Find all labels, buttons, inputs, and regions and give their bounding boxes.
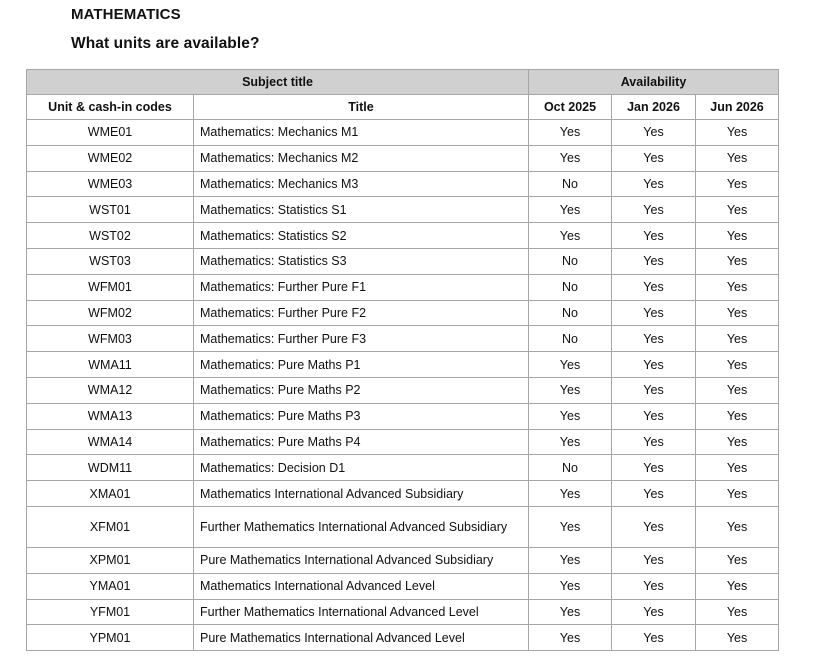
jan-2026-availability-cell: Yes: [612, 145, 696, 171]
jun-2026-availability-cell: Yes: [696, 481, 779, 507]
jan-2026-availability-cell: Yes: [612, 326, 696, 352]
oct-2025-availability-cell: Yes: [529, 223, 612, 249]
unit-title-cell: Mathematics International Advanced Level: [194, 573, 529, 599]
jun-2026-availability-cell: Yes: [696, 455, 779, 481]
unit-title-cell: Mathematics: Mechanics M3: [194, 171, 529, 197]
jun-2026-availability-cell: Yes: [696, 326, 779, 352]
unit-title-cell: Mathematics: Mechanics M1: [194, 120, 529, 146]
oct-2025-availability-cell: Yes: [529, 197, 612, 223]
session3-column-header: Jun 2026: [696, 95, 779, 120]
oct-2025-availability-cell: Yes: [529, 352, 612, 378]
jun-2026-availability-cell: Yes: [696, 599, 779, 625]
unit-title-cell: Mathematics: Statistics S1: [194, 197, 529, 223]
table-row: [27, 248, 779, 274]
unit-title-cell: Mathematics: Pure Maths P3: [194, 403, 529, 429]
jan-2026-availability-cell: Yes: [612, 300, 696, 326]
units-question-heading: What units are available?: [71, 35, 260, 52]
unit-title-cell: Mathematics: Statistics S3: [194, 248, 529, 274]
table-row: [27, 547, 779, 573]
table-row: [27, 377, 779, 403]
jun-2026-availability-cell: Yes: [696, 248, 779, 274]
oct-2025-availability-cell: Yes: [529, 429, 612, 455]
oct-2025-availability-cell: Yes: [529, 120, 612, 146]
jun-2026-availability-cell: Yes: [696, 145, 779, 171]
oct-2025-availability-cell: No: [529, 171, 612, 197]
table-row: [27, 506, 779, 547]
unit-code-cell: WST01: [27, 197, 194, 223]
jan-2026-availability-cell: Yes: [612, 171, 696, 197]
jan-2026-availability-cell: Yes: [612, 481, 696, 507]
oct-2025-availability-cell: No: [529, 248, 612, 274]
jan-2026-availability-cell: Yes: [612, 455, 696, 481]
jan-2026-availability-cell: Yes: [612, 625, 696, 651]
unit-title-cell: Mathematics: Pure Maths P1: [194, 352, 529, 378]
jan-2026-availability-cell: Yes: [612, 274, 696, 300]
jan-2026-availability-cell: Yes: [612, 599, 696, 625]
jan-2026-availability-cell: Yes: [612, 547, 696, 573]
jun-2026-availability-cell: Yes: [696, 573, 779, 599]
unit-code-cell: YMA01: [27, 573, 194, 599]
table-row: [27, 625, 779, 651]
table-row: [27, 455, 779, 481]
table-row: [27, 300, 779, 326]
unit-title-cell: Mathematics: Further Pure F2: [194, 300, 529, 326]
unit-title-cell: Mathematics: Pure Maths P4: [194, 429, 529, 455]
jan-2026-availability-cell: Yes: [612, 429, 696, 455]
table-row: [27, 223, 779, 249]
unit-code-cell: XMA01: [27, 481, 194, 507]
table-row: [27, 145, 779, 171]
oct-2025-availability-cell: Yes: [529, 506, 612, 547]
jun-2026-availability-cell: Yes: [696, 547, 779, 573]
unit-code-cell: WME01: [27, 120, 194, 146]
jun-2026-availability-cell: Yes: [696, 300, 779, 326]
unit-code-cell: WFM03: [27, 326, 194, 352]
unit-title-cell: Mathematics: Decision D1: [194, 455, 529, 481]
session2-column-header: Jan 2026: [612, 95, 696, 120]
jun-2026-availability-cell: Yes: [696, 429, 779, 455]
unit-title-cell: Mathematics: Further Pure F3: [194, 326, 529, 352]
oct-2025-availability-cell: Yes: [529, 403, 612, 429]
oct-2025-availability-cell: Yes: [529, 573, 612, 599]
table-row: [27, 481, 779, 507]
jun-2026-availability-cell: Yes: [696, 377, 779, 403]
unit-code-cell: WFM01: [27, 274, 194, 300]
unit-code-cell: WFM02: [27, 300, 194, 326]
jan-2026-availability-cell: Yes: [612, 506, 696, 547]
oct-2025-availability-cell: Yes: [529, 377, 612, 403]
oct-2025-availability-cell: Yes: [529, 481, 612, 507]
code-column-header: Unit & cash-in codes: [27, 95, 194, 120]
column-header-row: [27, 95, 779, 120]
jun-2026-availability-cell: Yes: [696, 274, 779, 300]
jan-2026-availability-cell: Yes: [612, 248, 696, 274]
jun-2026-availability-cell: Yes: [696, 120, 779, 146]
unit-code-cell: YFM01: [27, 599, 194, 625]
unit-code-cell: WST03: [27, 248, 194, 274]
subject-title-group-header: Subject title: [27, 70, 529, 95]
availability-group-header: Availability: [529, 70, 779, 95]
unit-code-cell: WST02: [27, 223, 194, 249]
oct-2025-availability-cell: No: [529, 300, 612, 326]
unit-code-cell: WME02: [27, 145, 194, 171]
jun-2026-availability-cell: Yes: [696, 223, 779, 249]
unit-title-cell: Mathematics: Pure Maths P2: [194, 377, 529, 403]
jan-2026-availability-cell: Yes: [612, 403, 696, 429]
oct-2025-availability-cell: No: [529, 455, 612, 481]
jun-2026-availability-cell: Yes: [696, 197, 779, 223]
unit-code-cell: WME03: [27, 171, 194, 197]
jun-2026-availability-cell: Yes: [696, 625, 779, 651]
subject-heading: MATHEMATICS: [71, 6, 181, 23]
jan-2026-availability-cell: Yes: [612, 573, 696, 599]
unit-title-cell: Pure Mathematics International Advanced Subsidiary: [194, 547, 529, 573]
unit-title-cell: Further Mathematics International Advanced Level: [194, 599, 529, 625]
jan-2026-availability-cell: Yes: [612, 197, 696, 223]
unit-code-cell: YPM01: [27, 625, 194, 651]
table-row: [27, 429, 779, 455]
title-column-header: Title: [194, 95, 529, 120]
unit-code-cell: WMA11: [27, 352, 194, 378]
jan-2026-availability-cell: Yes: [612, 352, 696, 378]
table-row: [27, 403, 779, 429]
unit-code-cell: XPM01: [27, 547, 194, 573]
unit-title-cell: Pure Mathematics International Advanced Level: [194, 625, 529, 651]
unit-code-cell: XFM01: [27, 506, 194, 547]
jan-2026-availability-cell: Yes: [612, 223, 696, 249]
oct-2025-availability-cell: Yes: [529, 599, 612, 625]
table-row: [27, 274, 779, 300]
jun-2026-availability-cell: Yes: [696, 352, 779, 378]
unit-title-cell: Mathematics: Statistics S2: [194, 223, 529, 249]
oct-2025-availability-cell: Yes: [529, 145, 612, 171]
table-row: [27, 326, 779, 352]
units-availability-table: [26, 69, 779, 651]
unit-title-cell: Further Mathematics International Advanced Subsidiary: [194, 506, 529, 547]
unit-title-cell: Mathematics: Further Pure F1: [194, 274, 529, 300]
table-row: [27, 573, 779, 599]
jan-2026-availability-cell: Yes: [612, 377, 696, 403]
table-row: [27, 599, 779, 625]
jan-2026-availability-cell: Yes: [612, 120, 696, 146]
unit-title-cell: Mathematics: Mechanics M2: [194, 145, 529, 171]
session1-column-header: Oct 2025: [529, 95, 612, 120]
unit-title-cell: Mathematics International Advanced Subsidiary: [194, 481, 529, 507]
oct-2025-availability-cell: Yes: [529, 625, 612, 651]
oct-2025-availability-cell: Yes: [529, 547, 612, 573]
table-row: [27, 197, 779, 223]
unit-code-cell: WMA14: [27, 429, 194, 455]
jun-2026-availability-cell: Yes: [696, 403, 779, 429]
table-row: [27, 171, 779, 197]
table-row: [27, 352, 779, 378]
table-body: [27, 120, 779, 651]
group-header-row: [27, 70, 779, 95]
unit-code-cell: WMA13: [27, 403, 194, 429]
oct-2025-availability-cell: No: [529, 326, 612, 352]
oct-2025-availability-cell: No: [529, 274, 612, 300]
jun-2026-availability-cell: Yes: [696, 171, 779, 197]
jun-2026-availability-cell: Yes: [696, 506, 779, 547]
unit-code-cell: WMA12: [27, 377, 194, 403]
unit-code-cell: WDM11: [27, 455, 194, 481]
table-row: [27, 120, 779, 146]
